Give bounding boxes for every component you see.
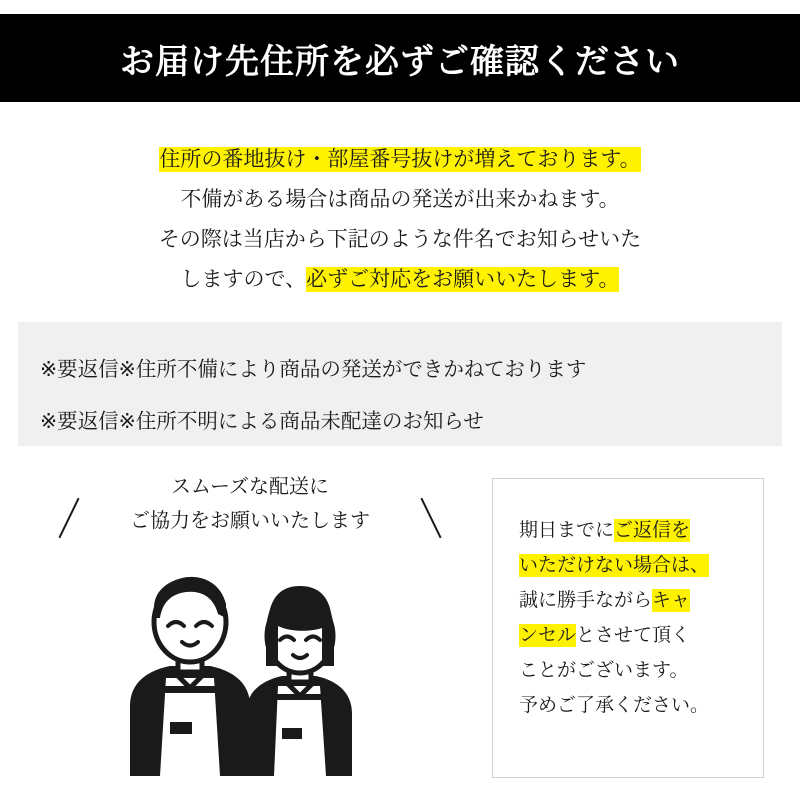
intro-paragraph — [0, 140, 800, 300]
cooperation-section — [40, 470, 460, 781]
intro-line-4-plain: しますので、 — [180, 268, 307, 291]
note-line-6: 予めご了承ください。 — [519, 695, 710, 716]
intro-line-4 — [0, 260, 800, 300]
note-line-2 — [519, 548, 737, 583]
cooperation-caption-line-1: スムーズな配送に — [171, 476, 329, 498]
page-title: お届け先住所を必ずご確認ください — [120, 42, 680, 81]
note-line-1-plain: 期日までに — [519, 520, 615, 541]
note-line-4-highlight: ンセル — [519, 625, 577, 646]
note-line-2-highlight: いただけない場合は、 — [519, 555, 710, 576]
intro-line-4-highlight: 必ずご対応をお願いいたします。 — [306, 268, 620, 291]
cooperation-caption — [60, 470, 440, 538]
note-line-5: ことがございます。 — [519, 660, 689, 681]
subject-examples-box — [18, 322, 782, 446]
note-line-1-highlight: ご返信を — [614, 520, 691, 541]
intro-line-3: その際は当店から下記のような件名でお知らせいた — [158, 228, 642, 251]
note-line-3-highlight: キャ — [652, 590, 691, 611]
subject-example-2: ※要返信※住所不明による商品未配達のお知らせ — [40, 410, 484, 433]
staff-person-left — [130, 577, 250, 776]
intro-line-1-highlight: 住所の番地抜け・部屋番号抜け — [159, 148, 454, 171]
two-staff-members-illustration — [70, 546, 460, 781]
note-line-4-plain: とさせて頂く — [576, 625, 691, 646]
note-line-3 — [519, 583, 737, 618]
header-banner — [0, 14, 800, 102]
cancellation-note-box — [492, 478, 764, 778]
note-line-3-plain: 誠に勝手ながら — [519, 590, 653, 611]
subject-example-1: ※要返信※住所不備により商品の発送ができかねております — [40, 358, 587, 381]
cooperation-caption-line-2: ご協力をお願いいたします — [130, 510, 370, 532]
intro-line-1 — [0, 140, 800, 180]
note-line-1 — [519, 513, 737, 548]
note-line-4 — [519, 618, 737, 653]
staff-person-right — [246, 586, 352, 776]
intro-line-2: 不備がある場合は商品の発送が出来かねます。 — [180, 188, 620, 211]
intro-line-1-highlight-tail: が増えております。 — [453, 148, 641, 171]
